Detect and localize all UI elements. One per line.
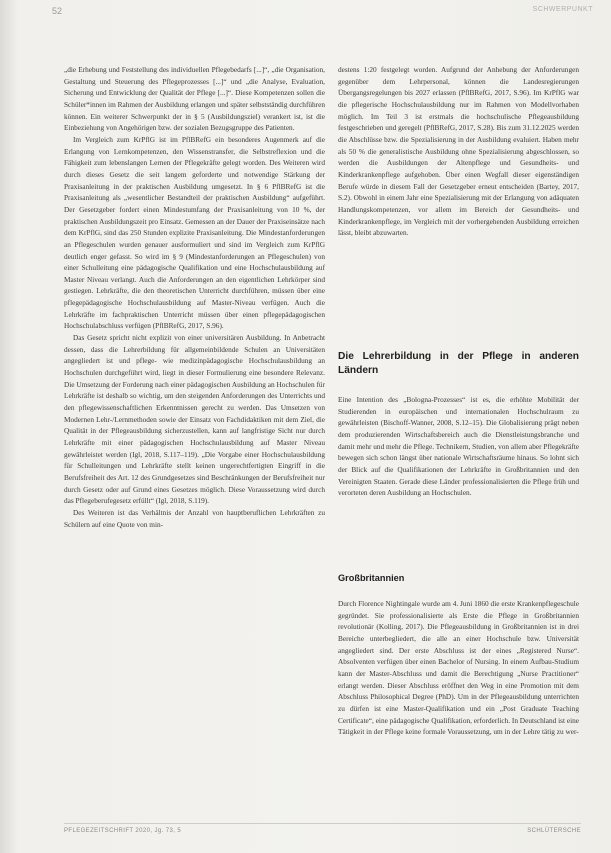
section-label: SCHWERPUNKT — [532, 6, 593, 13]
page-number: 52 — [52, 6, 63, 16]
left-column — [64, 64, 325, 530]
footer-publisher: SCHLÜTERSCHE — [527, 828, 581, 834]
paragraph: „die Erhebung und Feststellung des individuellen Pflegebedarfs [...]“, „die Organisation, Gestaltung und Steuerung des Pflegeprozesses [...]“ und „die Analyse, Evaluation, Sicherung und Entwicklung der Qualität der Pflege [...]“. Diese Kompetenzen sollen die Schüler*innen im Rahmen der Ausbildung erlangen und später selbstständig durchführen können. Ein weiterer Schwerpunkt der in § 5 (Ausbildungsziel) verankert ist, ist die Einbeziehung von Angehörigen bzw. der sozialen Bezugsgruppe des Patienten. — [64, 65, 325, 133]
paragraph: Eine Intention des „Bologna-Prozesses“ ist es, die erhöhte Mobilität der Studierenden in europäischen und internationalen Hochschulraum zu gewährleisten (Bischoff-Wanner, 2008, S.12–15). Die Globalisierung prägt neben dem produzierenden Wirtschaftsbereich auch die Dienstleistungsbranche und damit mehr und mehr die Pflege. Technikern, Studien, von allem aber Pflegekräfte bewegen sich schon längst über nationale Wirtschaftsräume hinaus. So lohnt sich der Blick auf die Qualifikationen der Lehrkräfte in Großbritannien und den Vereinigten Staaten. Gerade diese Länder professionalisierten die Pflege früh und verorteten deren Ausbildung an Hochschulen. — [338, 395, 579, 498]
paragraph: Des Weiteren ist das Verhältnis der Anzahl von hauptberuflichen Lehrkräften zu Schülern auf eine Quote von min- — [64, 507, 325, 529]
paragraph: Im Vergleich zum KrPflG ist im PflBRefG ein besonderes Augenmerk auf die Erlangung von Lernkompetenzen, den Wissenstransfer, die Selbstreflexion und die Fähigkeit zum lebenslangen Lernen der Pflegekräfte gelegt worden. Des Weiteren wird durch dieses Gesetz die seit langem geforderte und notwendige Stärkung der Praxisanleitung in der praktischen Ausbildung umgesetzt. In § 6 PflBRefG ist die Praxisanleitung als „wesentlicher Bestandteil der praktischen Ausbildung“ aufgeführt. Der Gesetzgeber fordert einen Mindestumfang der Praxisanleitung von 10 %, der praktischen Ausbildungszeit pro Einsatz. Gemessen an der Dauer der Praxiseinsätze nach dem KrPflG, sind das 250 Stunden explizite Praxisanleitung. Die Mindestanforderungen an Pflegeschulen wurden genauer ausformuliert und sind im Vergleich zum KrPflG deutlich enger gefasst. So wird im § 9 (Mindestanforderungen an Pflegeschulen) von einer Schulleitung eine pädagogische Qualifikation und eine Hochschulausbildung auf Master Niveau verlangt. Auch die Anforderungen an den eigentlichen Lehrkörper sind gestiegen. Lehrkräfte, die den theoretischen Unterricht durchführen, müssen über eine pflegepädagogische Hochschulausbildung auf Master-Niveau verfügen. Auch die Lehrkräfte im fachpraktischen Unterricht müssen über einen pflegepädagogischen Hochschulabschluss verfügen (PflBRefG, 2017, S.96). — [64, 134, 325, 331]
page-footer — [64, 828, 581, 840]
subsection-heading: Großbritannien — [338, 573, 405, 583]
paragraph: destens 1:20 festgelegt worden. Aufgrund der Anhebung der Anforderungen gegenüber dem Lehrpersonal, können die Landesregierungen Übergangsregelungen bis 2027 erlassen (PflBRefG, 2017, S.96). Im KrPflG war die pflegerische Hochschulausbildung nur im Rahmen von Modellvorhaben möglich. Im Teil 3 ist erstmals die hochschulische Pflegeausbildung festgeschrieben und geregelt (PflBRefG, 2017, S.28). Bis zum 31.12.2025 werden die Abschlüsse bzw. die Spezialisierung in der Ausbildung evaluiert. Haben mehr als 50 % die generalistische Ausbildung ohne Spezialisierung abgeschlossen, so werden die Ausbildungen der Altenpflege und Gesundheits- und Kinderkrankenpflege aufgehoben. Über einen Wegfall dieser eigenständigen Berufe würde in diesem Fall der Gesetzgeber erneut entscheiden (Bartey, 2017, S.2). Obwohl in einem Jahr eine Spezialisierung mit der Erlangung von adäquaten Handlungskompetenzen, vor allem im Bereich der Gesundheits- und Kinderkrankenpflege, im Vergleich mit der vorhergehenden Ausbildung erreichen lässt, bleibt abzuwarten. — [338, 65, 579, 238]
paragraph: Das Gesetz spricht nicht explizit von einer universitären Ausbildung. In Anbetracht dessen, dass die Lehrerbildung für allgemeinbildende Schulen an Universitäten angegliedert ist und pflege- wie medizinpädagogische Hochschulausbildung an Hochschulen durchgeführt wird, liegt in dieser Formulierung eine besondere Relevanz. Die Umsetzung der Forderung nach einer pädagogischen Ausbildung an Hochschulen für Lehrkräfte ist deshalb so wichtig, um den steigenden Anforderungen des Unterrichts und den pflegewissenschaftlichen Erkenntnissen gerecht zu werden. Das Umsetzen von Modernen Lehr-/Lernmethoden sowie der Einsatz von Fachdidaktiken mit dem Ziel, die Qualität in der Pflegeausbildung sicherzustellen, kann auf langfristige Sicht nur durch Lehrkräfte mit einer pädagogischen Hochschulausbildung auf Master Niveau gewährleistet werden (Igl, 2018, S.117–119). „Die Vorgabe einer Hochschulausbildung für Schulleitungen und Lehrkräfte stellt keinen ungerechtfertigten Eingriff in die Berufsfreiheit des Art. 12 des Grundgesetzes sind Beschränkungen der Berufsfreiheit nur durch Gesetz oder auf Grund eines Gesetzes möglich. Diese Voraussetzung wird durch das Pflegeberufegesetz erfüllt“ (Igl, 2018, S.119). — [64, 333, 325, 506]
section-heading: Die Lehrerbildung in der Pflege in anderen Ländern — [338, 351, 579, 376]
running-header — [52, 6, 593, 20]
footer-journal: PFLEGEZEITSCHRIFT 2020, Jg. 73, 5 — [64, 828, 182, 834]
footer-divider — [64, 823, 581, 824]
paragraph: Durch Florence Nightingale wurde am 4. Juni 1860 die erste Krankenpflegeschule gegründet. Sie professionalisierte als Erste die Pflege in Großbritannien revolutionär (Kolling, 2017). Die Pflegeausbildung in Großbritannien ist in drei Bereiche unterbegliedert, die alle an einer Hochschule bzw. Universität angegliedert sind. Der erste Abschluss ist der eines „Registered Nurse“. Absolventen verfügen über einen Bachelor of Nursing. In einem Aufbau-Studium kann der Master-Abschluss und damit die Berechtigung „Nurse Practitioner“ erlangt werden. Dieser Abschluss eröffnet den Weg in eine Promotion mit dem Abschluss Philosophical Degree (PhD). Um in der Pflegeausbildung unterrichten zu dürfen ist eine Master-Qualifikation und ein „Post Graduate Teaching Certificate“, eine pädagogische Qualifikation, erforderlich. In Deutschland ist eine Tätigkeit in der Pflege keine formale Voraussetzung, um in der Lehre tätig zu wer- — [338, 599, 579, 737]
